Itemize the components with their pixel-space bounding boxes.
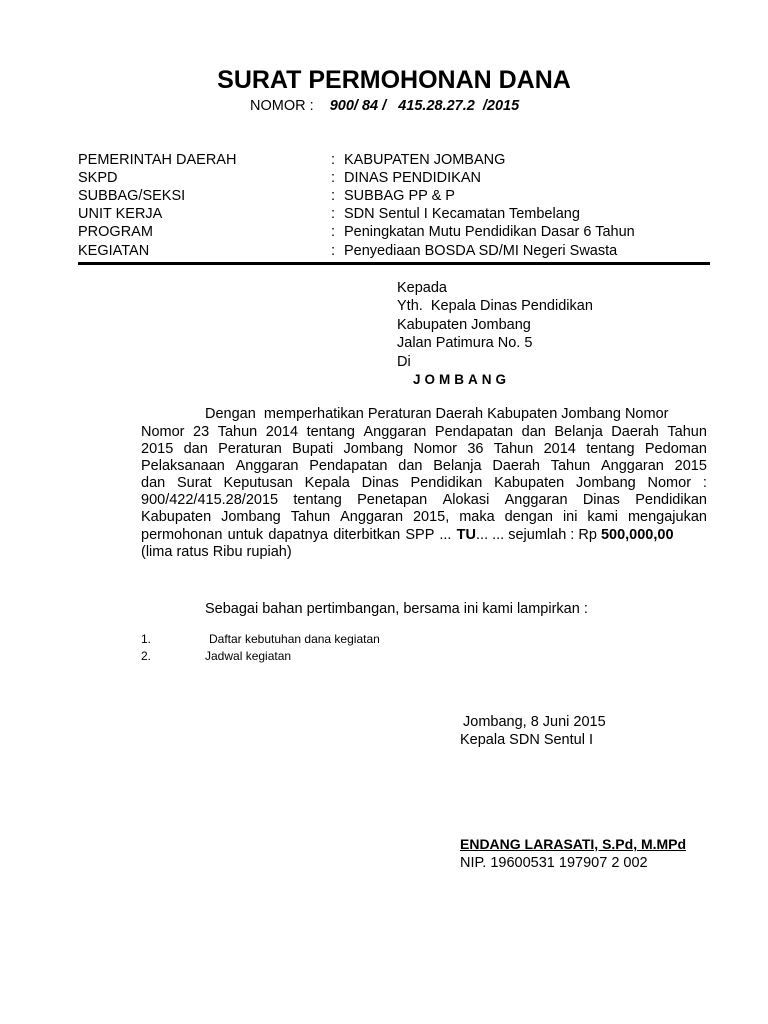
info-row bbox=[0, 224, 768, 242]
body-line bbox=[141, 424, 707, 441]
body-word: tentang bbox=[293, 492, 342, 509]
body-word: Kabupaten bbox=[494, 475, 565, 492]
body-word: dengan bbox=[504, 509, 553, 526]
info-value: Peningkatan Mutu Pendidikan Dasar 6 Tahun bbox=[344, 224, 635, 240]
body-first-line: Dengan memperhatikan Peraturan Daerah Kabupaten Jombang Nomor bbox=[205, 406, 669, 422]
body-word: Anggaran bbox=[340, 509, 404, 526]
spp-code: TU bbox=[456, 526, 477, 543]
body-word: Daerah bbox=[492, 458, 540, 475]
body-line bbox=[141, 475, 707, 492]
body-word: dan bbox=[521, 424, 546, 440]
attachment-text: Jadwal kegiatan bbox=[205, 649, 292, 663]
address-di: Di bbox=[397, 354, 411, 370]
body-word: Bupati bbox=[292, 441, 334, 458]
info-colon: : bbox=[331, 224, 336, 240]
body-word: Kabupaten bbox=[141, 509, 212, 526]
body-word: Anggaran bbox=[235, 458, 299, 475]
body-word: Anggaran bbox=[363, 424, 427, 440]
body-word: Nomor bbox=[141, 424, 185, 440]
body-word: Anggaran bbox=[600, 458, 664, 475]
body-word: 2015, bbox=[412, 509, 450, 526]
body-line-text bbox=[141, 492, 707, 509]
body-line bbox=[141, 441, 707, 458]
nomor-value: 900/ 84 / 415.28.27.2 /2015 bbox=[329, 98, 520, 114]
body-word: Peraturan bbox=[218, 441, 282, 458]
body-word: 23 bbox=[193, 424, 210, 440]
body-line bbox=[141, 492, 707, 509]
body-word: ini bbox=[562, 509, 578, 526]
body-word: tentang bbox=[306, 424, 355, 440]
signer-nip: NIP. 19600531 197907 2 002 bbox=[460, 855, 648, 871]
terbilang: (lima ratus Ribu rupiah) bbox=[141, 543, 292, 560]
body-word: Jombang bbox=[576, 475, 636, 492]
info-colon: : bbox=[331, 243, 336, 259]
info-value: SUBBAG PP & P bbox=[344, 188, 455, 204]
body-word: Pendapatan bbox=[309, 458, 388, 475]
body-word: mengajukan bbox=[627, 509, 707, 526]
info-row bbox=[0, 152, 768, 170]
body-word: maka bbox=[459, 509, 495, 526]
body-word: Tahun bbox=[217, 424, 258, 440]
info-value: DINAS PENDIDIKAN bbox=[344, 170, 481, 186]
body-word: Tahun bbox=[290, 509, 331, 526]
body-word: Jombang bbox=[343, 441, 404, 458]
info-colon: : bbox=[331, 152, 336, 168]
signer-position: Kepala SDN Sentul I bbox=[460, 732, 593, 748]
attachment-text: Daftar kebutuhan dana kegiatan bbox=[209, 632, 380, 646]
spp-mid: ... ... sejumlah : Rp bbox=[476, 526, 601, 543]
body-word: 2014 bbox=[543, 441, 576, 458]
header-divider bbox=[78, 262, 710, 265]
body-line-terbilang bbox=[141, 544, 707, 561]
place-date: Jombang, 8 Juni 2015 bbox=[463, 714, 606, 730]
attachment-number: 2. bbox=[141, 649, 152, 663]
info-key: KEGIATAN bbox=[78, 243, 150, 259]
body-word: 2015 bbox=[674, 458, 707, 475]
info-key: SUBBAG/SEKSI bbox=[78, 188, 186, 204]
body-word: Penetapan bbox=[357, 492, 428, 509]
body-word: Alokasi bbox=[442, 492, 490, 509]
body-word: Daerah bbox=[611, 424, 659, 440]
body-word: dan bbox=[183, 441, 208, 458]
body-word: kami bbox=[587, 509, 619, 526]
info-colon: : bbox=[331, 170, 336, 186]
body-paragraph bbox=[141, 424, 707, 561]
info-value: SDN Sentul I Kecamatan Tembelang bbox=[344, 206, 580, 222]
letter-title: SURAT PERMOHONAN DANA bbox=[217, 66, 571, 94]
body-word: Pedoman bbox=[644, 441, 707, 458]
body-word: Keputusan bbox=[223, 475, 293, 492]
body-word: dan bbox=[141, 475, 166, 492]
info-value: KABUPATEN JOMBANG bbox=[344, 152, 506, 168]
body-word: 900/422/415.28/2015 bbox=[141, 492, 279, 509]
body-word: Nomor bbox=[413, 441, 458, 458]
address-yth: Yth. Kepala Dinas Pendidikan bbox=[397, 298, 593, 314]
info-key: UNIT KERJA bbox=[78, 206, 163, 222]
address-jalan: Jalan Patimura No. 5 bbox=[397, 335, 533, 351]
body-line-text bbox=[141, 475, 707, 492]
body-word: Jombang bbox=[221, 509, 281, 526]
info-row bbox=[0, 170, 768, 188]
signer-name: ENDANG LARASATI, S.Pd, M.MPd bbox=[460, 836, 687, 852]
body-word: : bbox=[702, 475, 707, 492]
body-word: 2014 bbox=[265, 424, 299, 440]
letter-number bbox=[250, 98, 519, 114]
body-word: Nomor bbox=[647, 475, 692, 492]
address-kepada: Kepada bbox=[397, 280, 447, 296]
info-key: SKPD bbox=[78, 170, 118, 186]
body-line-text bbox=[141, 441, 707, 458]
body-line-text bbox=[141, 424, 707, 441]
body-word: Dinas bbox=[582, 492, 620, 509]
body-word: Pendidikan bbox=[410, 475, 483, 492]
info-value: Penyediaan BOSDA SD/MI Negeri Swasta bbox=[344, 243, 618, 259]
attachment-number: 1. bbox=[141, 632, 152, 646]
body-line-text bbox=[141, 509, 707, 526]
body-word: Tahun bbox=[550, 458, 591, 475]
info-row bbox=[0, 188, 768, 206]
body-line-text bbox=[141, 458, 707, 475]
body-word: dan bbox=[398, 458, 423, 475]
body-line bbox=[141, 509, 707, 526]
address-city: JOMBANG bbox=[413, 372, 511, 387]
body-word: 36 bbox=[467, 441, 484, 458]
info-colon: : bbox=[331, 188, 336, 204]
body-word: Tahun bbox=[667, 424, 707, 440]
body-word: Belanja bbox=[554, 424, 603, 440]
address-kabupaten: Kabupaten Jombang bbox=[397, 317, 531, 333]
body-line bbox=[141, 458, 707, 475]
body-word: 2015 bbox=[141, 441, 174, 458]
nomor-label: NOMOR : bbox=[250, 98, 314, 114]
body-word: Anggaran bbox=[504, 492, 568, 509]
info-colon: : bbox=[331, 206, 336, 222]
info-key: PROGRAM bbox=[78, 224, 153, 240]
body-line-spp bbox=[141, 527, 707, 544]
info-row bbox=[0, 243, 768, 261]
body-word: Pendapatan bbox=[434, 424, 514, 440]
info-row bbox=[0, 206, 768, 224]
body-word: Kepala bbox=[304, 475, 350, 492]
body-word: tentang bbox=[586, 441, 635, 458]
body-word: Dinas bbox=[361, 475, 399, 492]
body-word: Pelaksanaan bbox=[141, 458, 225, 475]
body-word: Surat bbox=[177, 475, 212, 492]
info-key: PEMERINTAH DAERAH bbox=[78, 152, 237, 168]
body-word: Belanja bbox=[433, 458, 482, 475]
attachments-intro: Sebagai bahan pertimbangan, bersama ini kami lampirkan : bbox=[205, 601, 588, 617]
body-word: Pendidikan bbox=[635, 492, 707, 509]
spp-pre: permohonan untuk dapatnya diterbitkan SPP ... bbox=[141, 526, 457, 543]
amount: 500,000,00 bbox=[600, 526, 674, 543]
body-word: Tahun bbox=[493, 441, 534, 458]
